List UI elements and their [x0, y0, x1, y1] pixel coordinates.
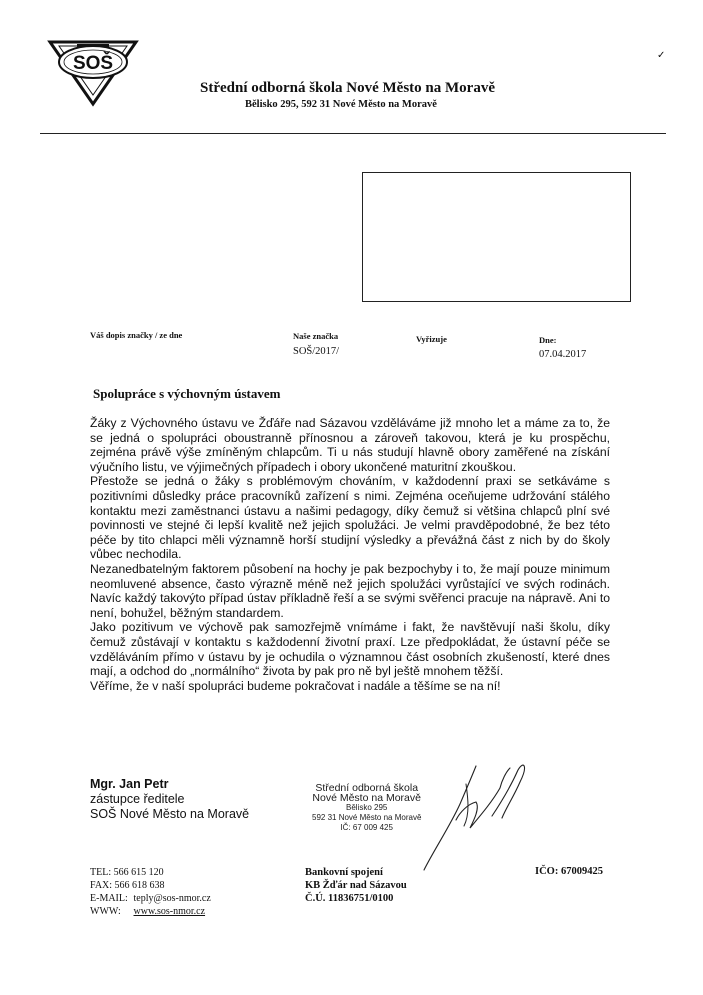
- stamp-line: Bělisko 295: [346, 803, 388, 812]
- bank-label: Bankovní spojení: [305, 867, 383, 878]
- phone-value: 566 615 120: [113, 867, 164, 878]
- logo-text: SOŠ: [72, 53, 114, 74]
- web-link[interactable]: www.sos-nmor.cz: [133, 906, 206, 917]
- school-address: Bělisko 295, 592 31 Nové Město na Moravě: [245, 99, 437, 110]
- company-id: IČO: 67009425: [535, 866, 603, 877]
- body-paragraph: Věříme, že v naší spolupráci budeme pokračovat i nadále a těšíme se na ní!: [90, 678, 501, 693]
- fax-value: 566 618 638: [114, 880, 165, 891]
- email-label: E-MAIL:: [90, 893, 128, 904]
- web-label: WWW:: [90, 906, 121, 917]
- school-logo: [47, 32, 139, 108]
- footer-phone-row: [90, 866, 211, 879]
- bank-name: KB Žďár nad Sázavou: [305, 880, 407, 891]
- header-divider: [40, 133, 666, 134]
- our-ref-value: SOŠ/2017/: [293, 346, 340, 357]
- signatory-organization: SOŠ Nové Město na Moravě: [90, 807, 250, 821]
- footer-contacts: [90, 866, 211, 918]
- signatory-role: zástupce ředitele: [90, 792, 185, 806]
- fax-label: FAX:: [90, 880, 113, 891]
- bank-account: Č.Ú. 11836751/0100: [305, 893, 394, 904]
- school-stamp: [312, 783, 421, 833]
- footer-web-row: [90, 905, 211, 918]
- date-label: Dne:: [539, 335, 557, 345]
- stamp-line: Střední odborná škola: [315, 782, 419, 794]
- phone-label: TEL:: [90, 867, 112, 878]
- body-paragraph: Jako pozitivum ve výchově pak samozřejmě vnímáme i fakt, že navštěvují naši školu, díky čemuž zůstávají v kontaktu s každodenní životní praxí. Lze předpokládat, že ústavní péče se vzděláváním přímo v ústavu by je ochudila o významnou část osobních zkušeností, které dnes mají, a odchod do „normálního“ života by pak pro ně byl ještě mnohem těžší.: [90, 620, 610, 679]
- date-value: 07.04.2017: [539, 349, 587, 360]
- stamp-line: 592 31 Nové Město na Moravě: [312, 813, 422, 822]
- body-paragraph: Přestože se jedná o žáky s problémovým chováním, v každodenní praxi se setkáváme s pozitivními důsledky práce pracovníků zařízení s nimi. Zejména oceňujeme udržování stálého kontaktu mezi zaměstnanci ústavu a našimi pedagogy, díky čemuž si většina chlapců plní své povinnosti ve stejné či lepší kvalitě než jejich spolužáci. Je velmi pravděpodobné, že bez této péče by tito chlapci měli významně horší studijní výsledky a převážná část z nich by do školy vůbec nechodila.: [90, 474, 610, 562]
- pen-mark: ✓: [657, 50, 666, 61]
- stamp-line: Nové Město na Moravě: [312, 792, 421, 804]
- footer-fax-row: [90, 879, 211, 892]
- signatory-block: [90, 777, 249, 822]
- footer-email-row: [90, 892, 211, 905]
- stamp-line: IČ: 67 009 425: [340, 823, 393, 832]
- body-paragraph: Žáky z Výchovného ústavu ve Žďáře nad Sázavou vzděláváme již mnoho let a máme za to, že se jedná o spolupráci oboustranně přínosnou a zároveň takovou, která je ku prospěchu, zejména právě výše zmíněným chlapcům. Ti u nás studují hlavně obory zaměřené na získání výučního listu, ve výjimečných případech i obory ukončené maturitní zkouškou.: [90, 416, 610, 474]
- body-paragraph: Nezanedbatelným faktorem působení na hochy je pak bezpochyby i to, že mají pouze minimum neomluvené absence, často výrazně méně než jejich spolužáci vyrůstající ve svých rodinách. Navíc každý takovýto případ ústav příkladně řeší a se svými svěřenci pracuje na nápravě. Ani to není, bohužel, běžným standardem.: [90, 561, 610, 620]
- school-name: Střední odborná škola Nové Město na Moravě: [200, 80, 495, 96]
- letter-body: [90, 416, 610, 693]
- signatory-name: Mgr. Jan Petr: [90, 777, 169, 791]
- letter-subject: Spolupráce s výchovným ústavem: [93, 386, 281, 401]
- handwritten-signature: [420, 758, 530, 873]
- recipient-address-box: [362, 172, 631, 302]
- our-ref-label: Naše značka: [293, 331, 339, 341]
- handled-by-label: Vyřizuje: [416, 334, 447, 344]
- footer-bank-details: [305, 866, 407, 905]
- email-link[interactable]: teply@sos-nmor.cz: [133, 893, 211, 904]
- your-letter-label: Váš dopis značky / ze dne: [90, 330, 183, 340]
